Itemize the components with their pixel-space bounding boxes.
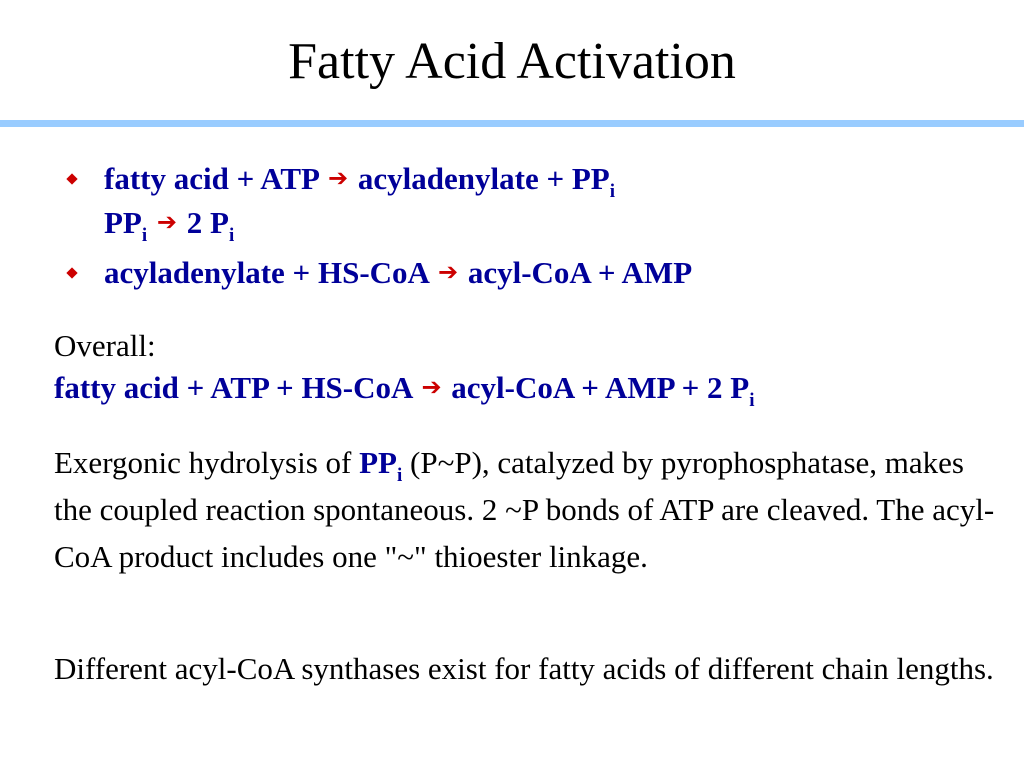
subscript: i (749, 390, 755, 411)
overall-label: Overall: (54, 328, 156, 363)
slide-title: Fatty Acid Activation (288, 33, 736, 90)
subscript: i (141, 225, 148, 246)
right-arrow-icon: ➔ (156, 208, 178, 236)
bullet-item-2 (54, 252, 994, 296)
bullet-list (54, 158, 994, 302)
paragraph-text: Exergonic hydrolysis of (54, 445, 360, 480)
subscript: i (609, 181, 616, 202)
products: acyl-CoA + AMP + 2 P (451, 370, 750, 405)
reaction-line-1 (104, 158, 994, 202)
right-arrow-icon: ➔ (421, 373, 442, 401)
overall-equation (54, 367, 1004, 411)
subscript: i (228, 225, 235, 246)
bullet-item-1 (54, 158, 994, 246)
reaction-line-2 (104, 202, 994, 246)
subscript: i (396, 465, 403, 486)
reactants: acyladenylate + HS-CoA (104, 255, 429, 290)
products: acyladenylate + PP (357, 161, 610, 196)
title-divider (0, 120, 1024, 127)
reactants: fatty acid + ATP (104, 161, 319, 196)
reactants: PP (104, 205, 142, 240)
paragraph-text: (P~P), catalyzed by pyrophosphatase, makes the coupled reaction spontaneous. 2 ~P bonds of ATP are cleaved. The acyl-CoA product includes one "~" thioester linkage. (54, 445, 995, 574)
pyrophosphate-term: PP (359, 445, 397, 480)
diamond-bullet-icon (66, 267, 77, 278)
products: 2 P (186, 205, 229, 240)
reactants: fatty acid + ATP + HS-CoA (54, 370, 412, 405)
right-arrow-icon: ➔ (437, 258, 459, 286)
diamond-bullet-icon (66, 173, 77, 184)
paragraph-synthases: Different acyl-CoA synthases exist for fatty acids of different chain lengths. (54, 651, 994, 686)
right-arrow-icon: ➔ (328, 164, 349, 192)
reaction-line-1 (104, 252, 994, 296)
products: acyl-CoA + AMP (467, 255, 693, 290)
paragraph-hydrolysis (54, 439, 1004, 580)
overall-section (54, 325, 1004, 411)
